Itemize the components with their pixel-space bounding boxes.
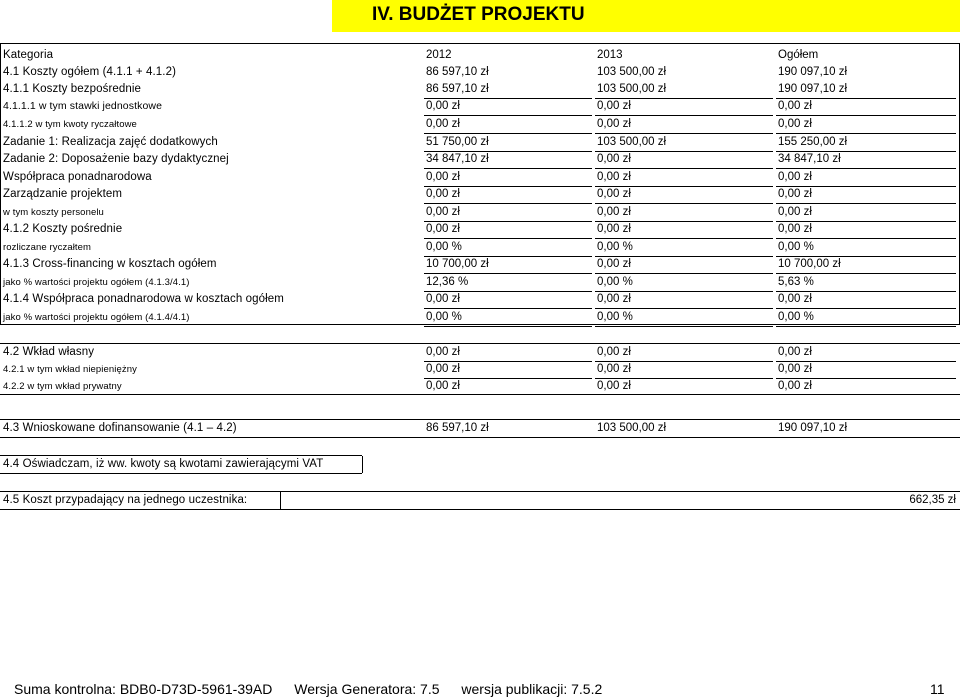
- table-cell: 0,00 zł: [597, 118, 631, 130]
- table-row: [0, 98, 960, 115]
- table-cell: 0,00 zł: [597, 171, 631, 183]
- divider: [0, 509, 960, 510]
- table-row: [0, 116, 960, 133]
- table-cell: 0,00 zł: [597, 380, 631, 392]
- table-cell: 0,00 zł: [778, 171, 812, 183]
- table-cell: 0,00 zł: [426, 188, 460, 200]
- table-cell: 4.1.1.1 w tym stawki jednostkowe: [3, 100, 163, 112]
- table-cell: 0,00 zł: [597, 293, 631, 305]
- table-cell: 4.1.1.2 w tym kwoty ryczałtowe: [3, 119, 137, 130]
- divider: [424, 378, 592, 379]
- divider: [595, 378, 773, 379]
- table-cell: 0,00 zł: [597, 346, 631, 358]
- table-cell: 0,00 %: [597, 241, 633, 253]
- divider: [0, 437, 960, 438]
- table-cell: 4.1.2 Koszty pośrednie: [3, 223, 123, 235]
- table-cell: 0,00 %: [778, 241, 814, 253]
- table-cell: 51 750,00 zł: [426, 136, 489, 148]
- table-row: [0, 420, 960, 437]
- table-row: [0, 239, 960, 256]
- table-cell: 0,00 zł: [778, 363, 812, 375]
- table-cell: 4.2.2 w tym wkład prywatny: [3, 381, 122, 392]
- table-row: [0, 151, 960, 168]
- divider: [362, 456, 363, 473]
- divider: [776, 378, 956, 379]
- table-cell: 0,00 zł: [426, 100, 460, 112]
- table-cell: 0,00 zł: [597, 188, 631, 200]
- table-row: [0, 221, 960, 238]
- divider: [776, 326, 956, 327]
- table-cell: 0,00 zł: [778, 206, 812, 218]
- table-cell: 0,00 zł: [426, 363, 460, 375]
- table-cell: 0,00 zł: [597, 206, 631, 218]
- table-cell: 0,00 zł: [597, 363, 631, 375]
- table-cell: 86 597,10 zł: [426, 66, 489, 78]
- cost-per-participant-label: 4.5 Koszt przypadający na jednego uczestnika:: [3, 494, 248, 506]
- table-row: [0, 361, 960, 378]
- cost-row: [0, 492, 960, 509]
- table-cell: 34 847,10 zł: [778, 153, 841, 165]
- table-cell: 103 500,00 zł: [597, 83, 667, 95]
- table-cell: 4.1 Koszty ogółem (4.1.1 + 4.1.2): [3, 66, 177, 78]
- table-cell: 0,00 zł: [426, 293, 460, 305]
- table-cell: 103 500,00 zł: [597, 136, 667, 148]
- divider: [776, 361, 956, 362]
- table-row: [0, 169, 960, 186]
- table-cell: 4.1.4 Współpraca ponadnarodowa w kosztach ogółem: [3, 293, 284, 305]
- table-cell: Zarządzanie projektem: [3, 188, 123, 200]
- table-cell: 0,00 zł: [778, 118, 812, 130]
- table-cell: 4.1.1 Koszty bezpośrednie: [3, 83, 142, 95]
- divider: [0, 394, 960, 395]
- table-cell: 4.2 Wkład własny: [3, 346, 95, 358]
- cost-per-participant-value: 662,35 zł: [909, 494, 956, 506]
- table-cell: 0,00 %: [597, 311, 633, 323]
- table-cell: 12,36 %: [426, 276, 469, 288]
- requested-2012: 86 597,10 zł: [426, 422, 489, 434]
- table-row: [0, 204, 960, 221]
- table-cell: rozliczane ryczałtem: [3, 242, 92, 253]
- table-cell: 5,63 %: [778, 276, 814, 288]
- header-2012: 2012: [426, 49, 452, 61]
- divider: [280, 492, 281, 509]
- table-cell: 0,00 zł: [597, 223, 631, 235]
- table-cell: jako % wartości projektu ogółem (4.1.3/4.1): [3, 277, 190, 288]
- table-row: [0, 64, 960, 81]
- header-total: Ogółem: [778, 49, 819, 61]
- table-cell: 0,00 zł: [426, 380, 460, 392]
- table-cell: 0,00 %: [426, 241, 462, 253]
- table-cell: 0,00 zł: [426, 346, 460, 358]
- requested-label: 4.3 Wnioskowane dofinansowanie (4.1 – 4.2): [3, 422, 237, 434]
- divider: [0, 473, 362, 474]
- table-row: [0, 378, 960, 395]
- table-cell: Zadanie 2: Doposażenie bazy dydaktycznej: [3, 153, 229, 165]
- table-row: [0, 134, 960, 151]
- table-cell: 0,00 zł: [426, 206, 460, 218]
- requested-2013: 103 500,00 zł: [597, 422, 667, 434]
- table-cell: Współpraca ponadnarodowa: [3, 171, 152, 183]
- table-cell: 0,00 %: [426, 311, 462, 323]
- divider: [424, 326, 592, 327]
- table-cell: 190 097,10 zł: [778, 83, 848, 95]
- divider: [595, 326, 773, 327]
- table-row: [0, 81, 960, 98]
- table-cell: 34 847,10 zł: [426, 153, 489, 165]
- table-cell: 10 700,00 zł: [426, 258, 489, 270]
- header-category: Kategoria: [3, 49, 54, 61]
- table-cell: Zadanie 1: Realizacja zajęć dodatkowych: [3, 136, 218, 148]
- table-row: [0, 186, 960, 203]
- table-cell: 0,00 %: [778, 311, 814, 323]
- table-cell: 0,00 zł: [778, 380, 812, 392]
- table-cell: 155 250,00 zł: [778, 136, 848, 148]
- table-cell: 86 597,10 zł: [426, 83, 489, 95]
- footer: [14, 681, 620, 697]
- table-row: [0, 256, 960, 273]
- table-cell: 0,00 zł: [597, 153, 631, 165]
- table-cell: 0,00 zł: [426, 223, 460, 235]
- header-2013: 2013: [597, 49, 623, 61]
- page-number: 11: [930, 681, 945, 697]
- publication-version: wersja publikacji: 7.5.2: [461, 681, 603, 697]
- vat-row: [0, 456, 960, 473]
- table-cell: 0,00 zł: [426, 171, 460, 183]
- divider: [424, 361, 592, 362]
- table-cell: w tym koszty personelu: [3, 207, 104, 218]
- table-row: [0, 344, 960, 361]
- requested-total: 190 097,10 zł: [778, 422, 848, 434]
- page-title: IV. BUDŻET PROJEKTU: [372, 4, 585, 25]
- table-cell: 0,00 zł: [778, 100, 812, 112]
- table-cell: 0,00 zł: [778, 188, 812, 200]
- generator-version: Wersja Generatora: 7.5: [294, 681, 440, 697]
- table-cell: 0,00 zł: [778, 293, 812, 305]
- table-row: [0, 309, 960, 326]
- table-cell: 0,00 zł: [597, 258, 631, 270]
- table-header: [0, 47, 960, 64]
- table-cell: 0,00 zł: [426, 118, 460, 130]
- table-cell: 0,00 zł: [597, 100, 631, 112]
- table-cell: jako % wartości projektu ogółem (4.1.4/4.1): [3, 312, 190, 323]
- table-cell: 10 700,00 zł: [778, 258, 841, 270]
- table-row: [0, 291, 960, 308]
- table-cell: 0,00 zł: [778, 346, 812, 358]
- table-row: [0, 274, 960, 291]
- checksum: Suma kontrolna: BDB0-D73D-5961-39AD: [14, 681, 273, 697]
- divider: [595, 361, 773, 362]
- table-cell: 4.1.3 Cross-financing w kosztach ogółem: [3, 258, 217, 270]
- vat-statement: 4.4 Oświadczam, iż ww. kwoty są kwotami zawierającymi VAT: [3, 458, 324, 470]
- table-cell: 190 097,10 zł: [778, 66, 848, 78]
- table-cell: 103 500,00 zł: [597, 66, 667, 78]
- table-cell: 0,00 %: [597, 276, 633, 288]
- table-cell: 0,00 zł: [778, 223, 812, 235]
- table-cell: 4.2.1 w tym wkład niepieniężny: [3, 364, 137, 375]
